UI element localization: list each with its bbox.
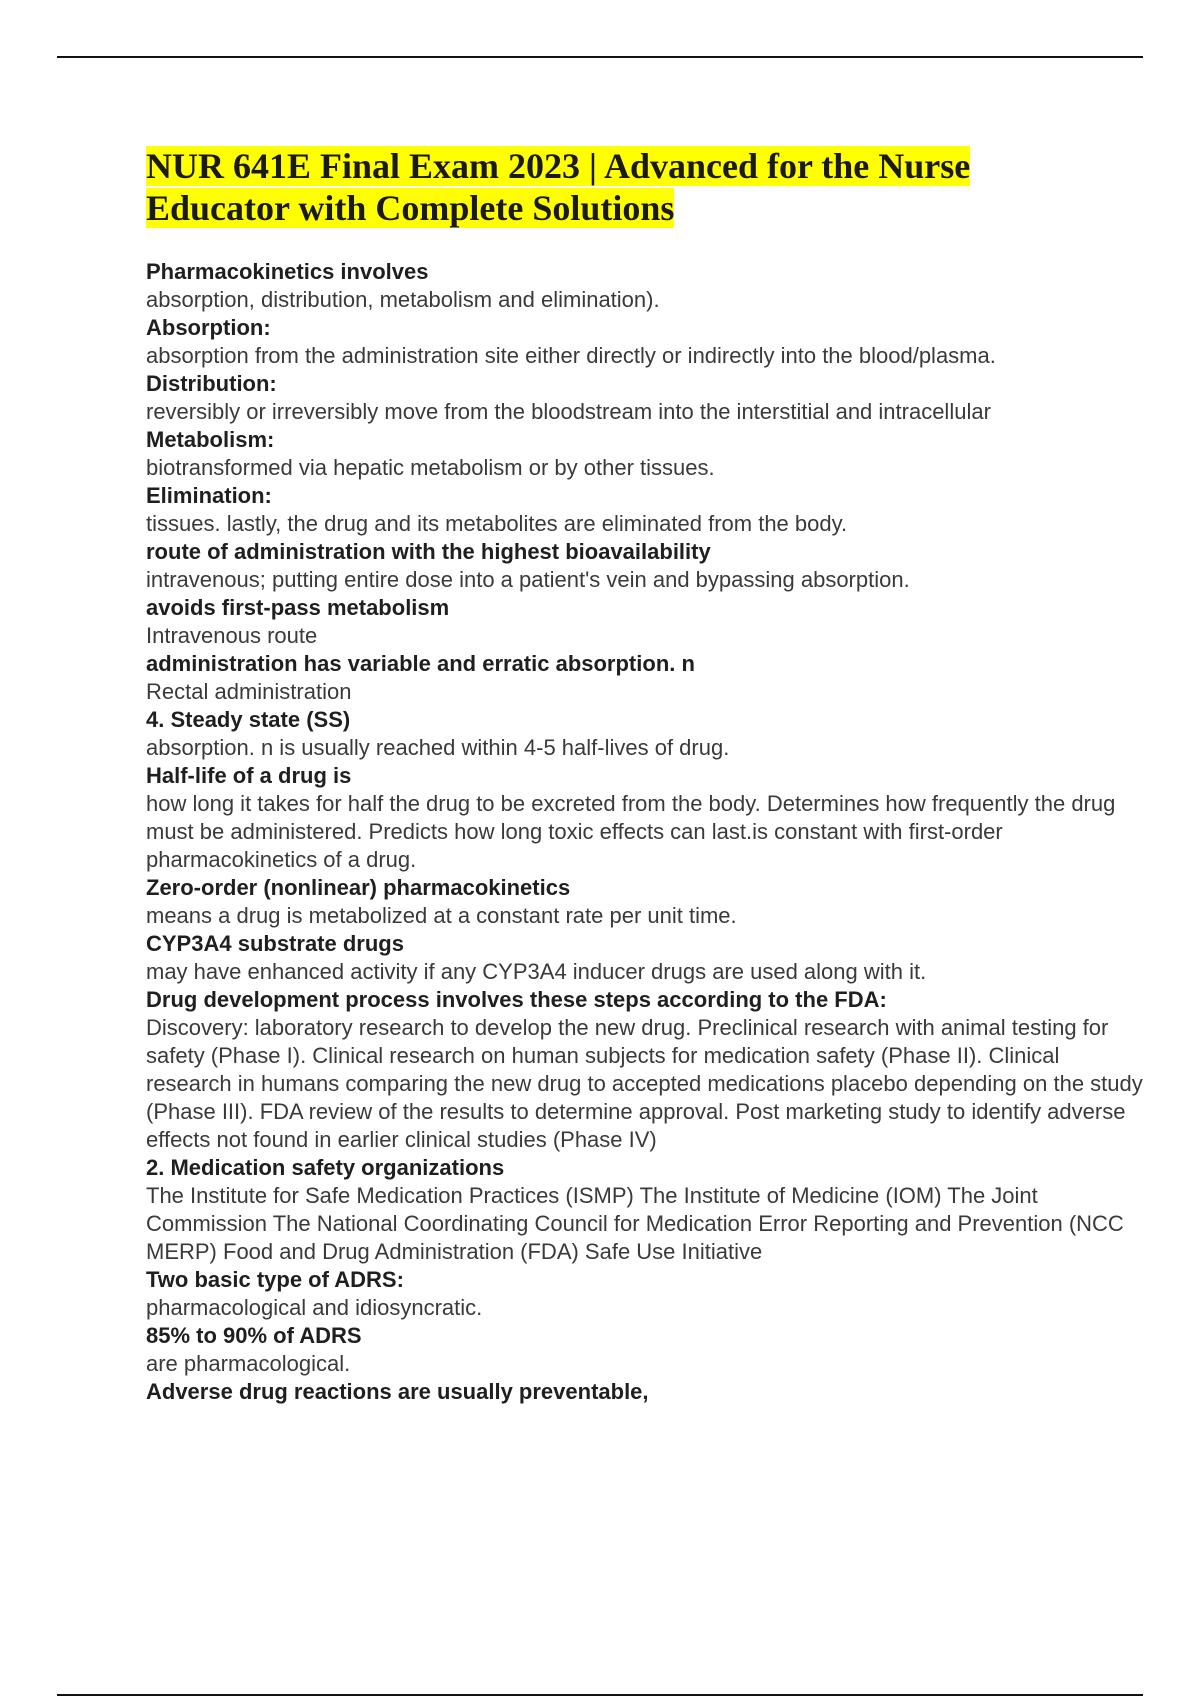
question: Zero-order (nonlinear) pharmacokinetics — [146, 875, 571, 900]
document-title: NUR 641E Final Exam 2023 | Advanced for the Nurse Educator with Complete Solutions — [146, 146, 971, 228]
question: avoids first-pass metabolism — [146, 595, 450, 620]
question: Distribution: — [146, 371, 277, 396]
question: CYP3A4 substrate drugs — [146, 931, 404, 956]
question: Adverse drug reactions are usually preventable, — [146, 1379, 649, 1404]
answer: biotransformed via hepatic metabolism or by other tissues. — [146, 455, 715, 480]
answer: are pharmacological. — [146, 1351, 351, 1376]
answer: intravenous; putting entire dose into a patient's vein and bypassing absorption. — [146, 567, 910, 592]
answer: may have enhanced activity if any CYP3A4 inducer drugs are used along with it. — [146, 959, 927, 984]
answer: The Institute for Safe Medication Practices (ISMP) The Institute of Medicine (IOM) The Joint Commission The National Coordinating Council for Medication Error Reporting and Prevention (NCC MERP) Food and Drug Administration (FDA) Safe Use Initiative — [146, 1183, 1124, 1264]
answer: absorption from the administration site either directly or indirectly into the blood/plasma. — [146, 343, 996, 368]
question: Absorption: — [146, 315, 271, 340]
question: Two basic type of ADRS: — [146, 1267, 404, 1292]
question: 4. Steady state (SS) — [146, 707, 351, 732]
top-divider — [57, 56, 1143, 58]
question: Half-life of a drug is — [146, 763, 352, 788]
answer: reversibly or irreversibly move from the bloodstream into the interstitial and intracellular — [146, 399, 991, 424]
answer: Rectal administration — [146, 679, 352, 704]
answer: Discovery: laboratory research to develop the new drug. Preclinical research with animal testing for safety (Phase I). Clinical research on human subjects for medication safety (Phase II). Clinical research in humans comparing the new drug to accepted medications placebo depending on the study (Phase III). FDA review of the results to determine approval. Post marketing study to identify adverse effects not found in earlier clinical studies (Phase IV) — [146, 1015, 1143, 1152]
answer: pharmacological and idiosyncratic. — [146, 1295, 483, 1320]
question: Metabolism: — [146, 427, 275, 452]
answer: means a drug is metabolized at a constant rate per unit time. — [146, 903, 737, 928]
qa-list — [146, 258, 1146, 1406]
bottom-divider — [57, 1694, 1143, 1696]
answer: absorption, distribution, metabolism and elimination). — [146, 287, 660, 312]
question: 85% to 90% of ADRS — [146, 1323, 362, 1348]
question: Pharmacokinetics involves — [146, 259, 429, 284]
answer: how long it takes for half the drug to be excreted from the body. Determines how frequently the drug must be administered. Predicts how long toxic effects can last.is constant with first-order pharmacokinetics of a drug. — [146, 791, 1116, 872]
question: Drug development process involves these steps according to the FDA: — [146, 987, 887, 1012]
answer: Intravenous route — [146, 623, 318, 648]
question: administration has variable and erratic absorption. n — [146, 651, 695, 676]
answer: tissues. lastly, the drug and its metabolites are eliminated from the body. — [146, 511, 848, 536]
question: Elimination: — [146, 483, 272, 508]
answer: absorption. n is usually reached within 4-5 half-lives of drug. — [146, 735, 730, 760]
question: 2. Medication safety organizations — [146, 1155, 505, 1180]
question: route of administration with the highest bioavailability — [146, 539, 711, 564]
